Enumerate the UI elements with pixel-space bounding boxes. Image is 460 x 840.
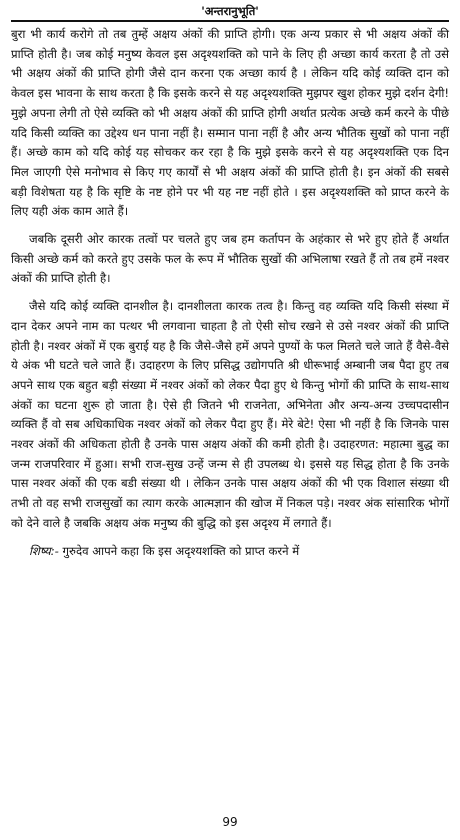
paragraph-gap bbox=[11, 534, 449, 542]
body-text bbox=[11, 25, 449, 561]
dialogue-speaker: शिष्य:- bbox=[29, 543, 59, 558]
paragraph-gap bbox=[11, 289, 449, 297]
page-number: 99 bbox=[222, 815, 238, 829]
dialogue-line bbox=[11, 542, 449, 562]
paragraph-gap bbox=[11, 222, 449, 230]
paragraph-1: बुरा भी कार्य करोगे तो तब तुम्हें अक्षय अंकों की प्राप्ति होगी। एक अन्य प्रकार से भी अक्षय अंकों की प्राप्ति होती है। जब कोई मनुष्य केवल इस अदृश्यशक्ति को पाने के लिए ही अच्छा कार्य करता है तो उसे भी अक्षय अंकों की प्राप्ति होगी जैसे दान करना एक अच्छा कार्य है । लेकिन यदि कोई व्यक्ति दान को केवल इस भावना के साथ करता है कि इसके करने से यह अदृश्यशक्ति मुझपर खुश होकर मुझे दर्शन देगी! मुझे अपना लेगी तो ऐसे व्यक्ति को भी अक्षय अंकों की प्राप्ति होगी अर्थात प्रत्येक अच्छे कर्म करने के पीछे यदि किसी व्यक्ति का उद्देश्य धन पाना नहीं है। सम्मान पाना नहीं है और अन्य भौतिक सुखों को पाना नहीं हैं। अच्छे काम को यदि कोई यह सोचकर कर रहा है कि मुझे इसके करने से यह अदृश्यशक्ति एक दिन मिल जाएगी ऐसे मनोभाव से किए गए कार्यों से भी अक्षय अंकों की प्राप्ति होती है। इन अंकों की सबसे बड़ी विशेषता यह है कि सृष्टि के नष्ट होने पर भी यह नष्ट नहीं होते । इस अदृश्यशक्ति को प्राप्त करने के लिए यही अंक काम आते हैं। bbox=[11, 27, 449, 219]
paragraph-3: जैसे यदि कोई व्यक्ति दानशील है। दानशीलता कारक तत्व है। किन्तु वह व्यक्ति यदि किसी संस्था में दान देकर अपने नाम का पत्थर भी लगवाना चाहता है तो ऐसी सोच रखने से उसे नश्वर अंकों की प्राप्ति होती है। नश्वर अंकों में एक बुराई यह है कि जैसे-जैसे हमें अपने पुण्यों के फल मिलते चले जाते हैं वैसे-वैसे ये अंक भी घटते चले जाते हैं। उदाहरण के लिए प्रसिद्ध उद्योगपति श्री धीरूभाई अम्बानी जब पैदा हुए तब अपने साथ एक बहुत बड़ी संख्या में नश्वर अंकों को लेकर पैदा हुए थे किन्तु भोगों की प्राप्ति के साथ-साथ अंकों का घटना शुरू हो जाता है। ऐसे ही जितने भी राजनेता, अभिनेता और अन्य-अन्य उच्चपदासीन व्यक्ति हैं वो सब अधिकाधिक नश्वर अंकों को लेकर पैदा हुए हैं। मेरे बेटे! ऐसा भी नहीं है कि जिनके पास नश्वर अंकों की अधिकता होती है उनके पास अक्षय अंकों की कमी होती है। उदाहरणत: महात्मा बुद्ध का जन्म राजपरिवार में हुआ। सभी राज-सुख उन्हें जन्म से ही उपलब्ध थे। इससे यह सिद्ध होता है कि उनके पास नश्वर अंकों की एक बडी संख्या थी । लेकिन उनके पास अक्षय अंकों की भी एक विशाल संख्या थी तभी तो वह सभी राजसुखों का त्याग करके आत्मज्ञान की खोज में निकल पड़े। नश्वर अंक सांसारिक भोगों को देने वाले है जबकि अक्षय अंक मनुष्य की बुद्धि को इस अदृश्य में लगाते हैं। bbox=[11, 299, 449, 530]
paragraph-2: जबकि दूसरी ओर कारक तत्वों पर चलते हुए जब हम कर्तापन के अहंकार से भरे हुए होते हैं अर्थात किसी अच्छे कर्म को करते हुए उसके फल के रूप में भौतिक सुखों की अभिलाषा रखते हैं तो तब हमें नश्वर अंकों की प्राप्ति होती है। bbox=[11, 232, 449, 286]
running-head: 'अन्तरानुभूति' bbox=[201, 4, 259, 18]
dialogue-text: गुरुदेव आपने कहा कि इस अदृश्यशक्ति को प्राप्त करने में bbox=[62, 543, 300, 558]
header-rule bbox=[11, 20, 449, 22]
